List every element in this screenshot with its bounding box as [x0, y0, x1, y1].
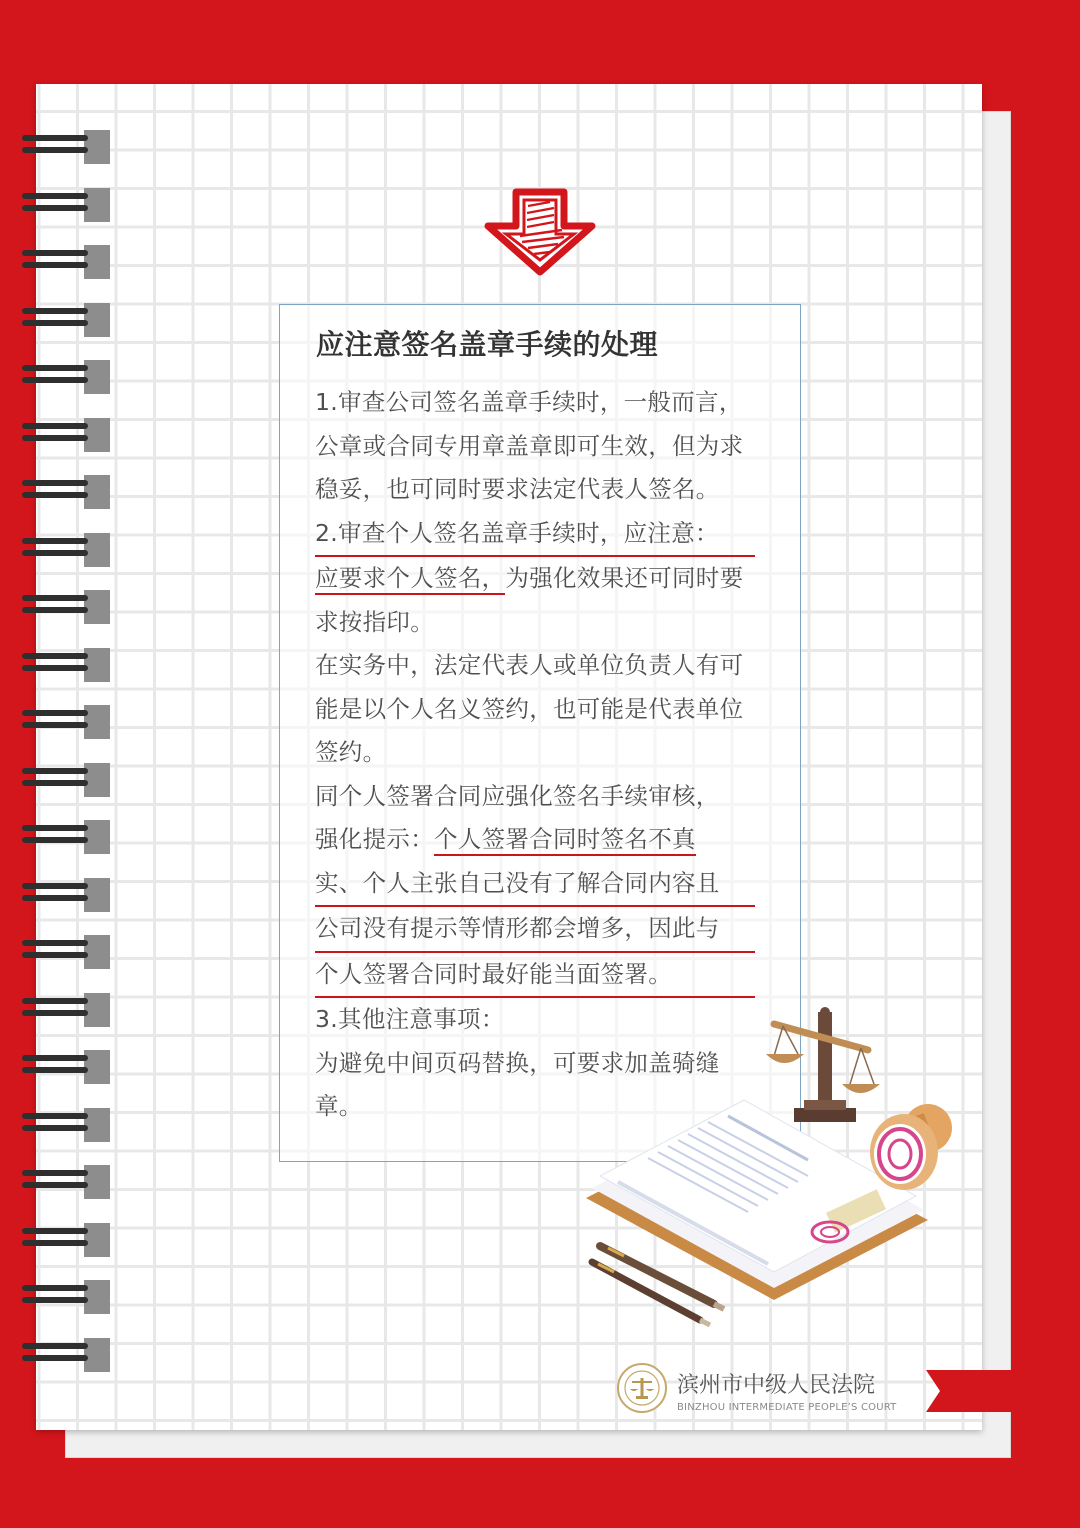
personal-signature-heading: 2.审查个人签名盖章手续时，应注意：: [315, 512, 755, 558]
spiral-ring: [22, 759, 90, 799]
spiral-ring: [22, 184, 90, 224]
paragraph-verification: [315, 775, 755, 999]
verification-underline-3: 公司没有提示等情形都会增多，因此与: [315, 907, 755, 953]
spiral-ring: [22, 644, 90, 684]
legal-documents-illustration: [578, 1000, 963, 1330]
spiral-ring: [22, 816, 90, 856]
verification-intro: 同个人签署合同应强化签名手续审核，: [315, 781, 720, 810]
verification-underline-1: 个人签署合同时签名不真: [434, 825, 696, 856]
court-emblem-icon: [616, 1362, 668, 1414]
paragraph-other-matters: 3.其他注意事项：: [315, 1005, 505, 1033]
spiral-ring: [22, 874, 90, 914]
stamp-icon: [870, 1104, 952, 1190]
spiral-ring: [22, 1104, 90, 1144]
paragraph-personal-signature: [315, 512, 755, 645]
spiral-ring: [22, 299, 90, 339]
verification-underline-2: 实、个人主张自己没有了解合同内容且: [315, 862, 755, 908]
spiral-ring: [22, 471, 90, 511]
paragraph-company-seal: 1.审查公司签名盖章手续时，一般而言，公章或合同专用章盖章即可生效，但为求稳妥，也可同时要求法定代表人签名。: [315, 388, 744, 503]
spiral-ring: [22, 931, 90, 971]
court-name-english: BINZHOU INTERMEDIATE PEOPLE’S COURT: [677, 1402, 897, 1413]
spiral-ring: [22, 1334, 90, 1374]
spiral-ring: [22, 414, 90, 454]
spiral-ring: [22, 1161, 90, 1201]
card-title: 应注意签名盖章手续的处理: [316, 328, 659, 361]
spiral-ring: [22, 701, 90, 741]
spiral-ring: [22, 1276, 90, 1316]
court-name: 滨州市中级人民法院: [677, 1373, 876, 1398]
verification-lead: 强化提示：: [315, 825, 434, 853]
personal-signature-requirement: 应要求个人签名，: [315, 564, 505, 595]
verification-underline-4: 个人签署合同时最好能当面签署。: [315, 953, 755, 999]
red-ribbon: [926, 1370, 1016, 1412]
spiral-ring: [22, 241, 90, 281]
personal-signature-fingerprint: 为强化效果还可同时要求按指印。: [315, 564, 744, 636]
spiral-ring: [22, 356, 90, 396]
spiral-ring: [22, 529, 90, 569]
spiral-ring: [22, 1219, 90, 1259]
down-arrow-icon: [478, 186, 602, 278]
paragraph-practice: 在实务中，法定代表人或单位负责人有可能是以个人名义签约，也可能是代表单位签约。: [315, 651, 744, 766]
spiral-binding: [0, 0, 100, 1528]
spiral-ring: [22, 989, 90, 1029]
paragraph-seam-seal: 为避免中间页码替换，可要求加盖骑缝章。: [315, 1048, 720, 1120]
scales-of-justice-icon: [766, 1007, 880, 1122]
spiral-ring: [22, 1046, 90, 1086]
spiral-ring: [22, 586, 90, 626]
spiral-ring: [22, 126, 90, 166]
